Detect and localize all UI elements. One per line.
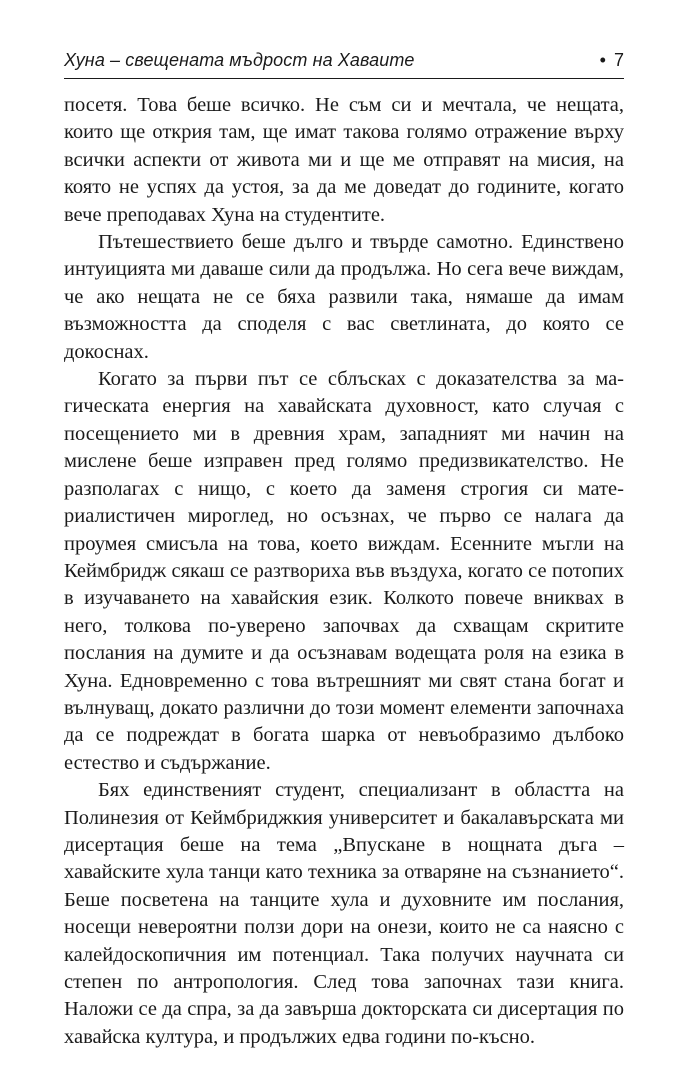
running-header	[64, 50, 624, 80]
page-number: 7	[613, 50, 624, 70]
paragraph-2: Пътешествието беше дълго и твърде самотно. Единствено интуицията ми даваше сили да продължа. Но сега вече виждам, че ако нещата не се бяха развили така, нямаше да имам възможността да споделя с вас светлината, до която се докоснах.	[64, 231, 624, 363]
paragraph-1: посетя. Това беше всичко. Не съм си и мечтала, че нещата, които ще открия там, ще имат такова голямо отражение върху всички аспекти от живота ми и ще ме отправят на мисия, на която не успях да устоя, за да ме доведат до годините, когато вече преподавах Хуна на студентите.	[64, 94, 624, 226]
header-rule	[64, 78, 624, 79]
running-title: Хуна – свещената мъдрост на Хаваите	[64, 50, 415, 70]
paragraph-3: Когато за първи път се сблъсках с доказателства за магическата енергия на хавайската духовност, като случая с посещението ми в древния храм, западният ми начин на мислене беше изправен пред голямо предизвикателство. Не разполагах с нищо, с което да заменя строгия си материалистичен мироглед, но осъзнах, че първо се налага да проумея смисъла на това, което виждам. Есенните мъгли на Кеймбридж сякаш се разтвориха във въздуха, когато се потопих в изучаването на хавайския език. Колкото повече вниквах в него, толкова по-уверено започвах да схващам скритите послания на думите и да осъзнавам водещата роля на езика в Хуна. Едновременно с това вътрешният ми свят стана богат и вълнуващ, докато различни до този момент елементи започнаха да се подреждат в богата шарка от невъобразимо дълбоко естество и съдържание.	[64, 368, 624, 774]
bullet-icon: •	[599, 50, 606, 70]
paragraph-4: Бях единственият студент, специализант в областта на Полинезия от Кеймбриджкия университет и бакалавърската ми дисертация беше на тема „Впускане в нощната дъга – хавайските хула танци като техника за отваряне на съзнанието“. Беше посветена на танците хула и духовните им послания, носещи невероятни ползи дори на онези, които не са наясно с калейдоскопичния им потенциал. Така получих научната си степен по антропология. След това започнах тази книга. Наложи се да спра, за да завърша докторската си дисертация по хавайска култура, и продължих едва години по-късно.	[64, 779, 624, 1048]
page-number-group	[600, 50, 624, 71]
body-text	[64, 92, 624, 1051]
